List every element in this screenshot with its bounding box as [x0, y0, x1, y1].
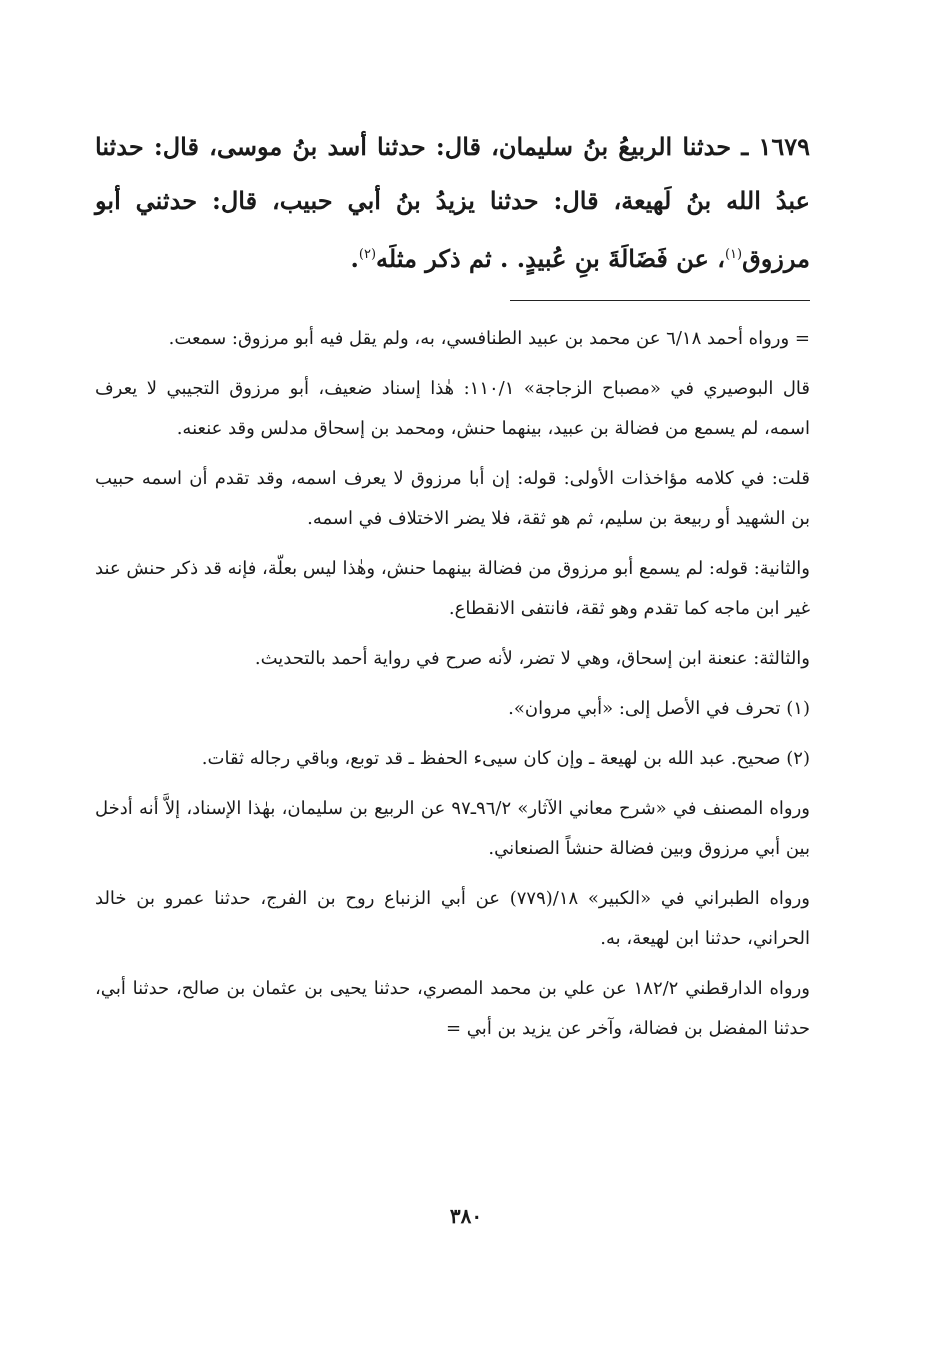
note-first-objection: قلت: في كلامه مؤاخذات الأولى: قوله: إن أبا مرزوق لا يعرف اسمه، وقد تقدم أن اسمه حبيب بن الشهيد أو ربيعة بن سليم، ثم هو ثقة، فلا يضر الاختلاف في اسمه.	[95, 468, 810, 529]
note-continuation: = ورواه أحمد ٦/١٨ عن محمد بن عبيد الطنافسي، به، ولم يقل فيه أبو مرزوق: سمعت.	[168, 328, 810, 349]
page-body	[95, 120, 810, 1059]
footnote-ref-2: (٢)	[358, 247, 377, 262]
footnote-2: (٢) صحيح. عبد الله بن لهيعة ـ وإن كان سيىء الحفظ ـ قد توبع، وباقي رجاله ثقات.	[201, 748, 810, 769]
note-tabarani: ورواه الطبراني في «الكبير» ١٨/(٧٧٩) عن أبي الزنباع روح بن الفرج، حدثنا عمرو بن خالد الحراني، حدثنا ابن لهيعة، به.	[95, 888, 810, 949]
footnote-separator	[95, 300, 810, 301]
hadith-text-part-2: ، عن فَضَالَةَ بنِ عُبيدٍ. . ثم ذكر مثلَه	[376, 244, 725, 273]
note-daraqutni: ورواه الدارقطني ١٨٢/٢ عن علي بن محمد المصري، حدثنا يحيى بن عثمان بن صالح، حدثنا أبي، حدثنا المفضل بن فضالة، وآخر عن يزيد بن أبي =	[95, 978, 810, 1039]
page-number: ٣٨٠	[449, 1204, 483, 1228]
hadith-number: ١٦٧٩	[758, 132, 810, 161]
footnote-ref-1: (١)	[724, 247, 743, 262]
hadith-text	[95, 120, 810, 286]
note-musannif: ورواه المصنف في «شرح معاني الآثار» ٩٦/٢ـ٩٧ عن الربيع بن سليمان، بهٰذا الإسناد، إلاَّ أنه أدخل بين أبي مرزوق وبين فضالة حنشاً الصنعاني.	[95, 798, 810, 859]
hadith-text-part-1: ـ حدثنا الربيعُ بنُ سليمان، قال: حدثنا أسد بنُ موسى، قال: حدثنا عبدُ الله بنُ لَهيعة، قال: حدثنا يزيدُ بنُ أبي حبيب، قال: حدثني أبو مرزوق	[95, 132, 810, 273]
note-second-objection: والثانية: قوله: لم يسمع أبو مرزوق من فضالة بينهما حنش، وهٰذا ليس بعلّة، فإنه قد ذكر حنش عند غير ابن ماجه كما تقدم وهو ثقة، فانتفى الانقطاع.	[95, 558, 810, 619]
footnote-1: (١) تحرف في الأصل إلى: «أبي مروان».	[508, 698, 810, 719]
hadith-text-part-3: .	[350, 244, 359, 273]
note-busiri: قال البوصيري في «مصباح الزجاجة» ١١٠/١: هٰذا إسناد ضعيف، أبو مرزوق التجيبي لا يعرف اسمه، لم يسمع من فضالة بن عبيد، بينهما حنش، ومحمد بن إسحاق مدلس وقد عنعنه.	[95, 378, 811, 439]
note-third-objection: والثالثة: عنعنة ابن إسحاق، وهي لا تضر، لأنه صرح في رواية أحمد بالتحديث.	[254, 648, 810, 669]
